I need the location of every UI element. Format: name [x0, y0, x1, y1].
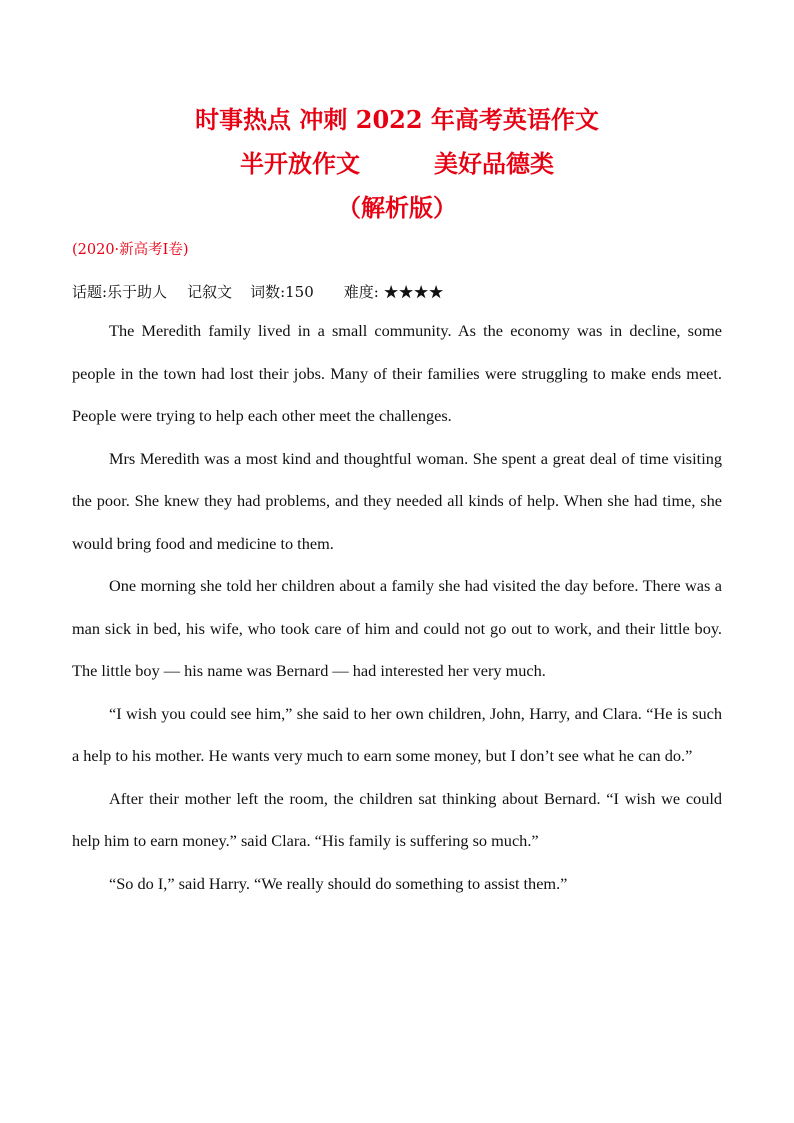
- document-subtitle: [72, 149, 722, 178]
- subtitle-right: 美好品德类: [434, 149, 554, 178]
- paragraph: The Meredith family lived in a small community. As the economy was in decline, some people in the town had lost their jobs. Many of their families were struggling to make ends meet. People were trying to help each other meet the challenges.: [72, 321, 722, 425]
- paragraph: One morning she told her children about a family she had visited the day before. There was a man sick in bed, his wife, who took care of him and could not go out to work, and their little boy. The little boy — his name was Bernard — had interested her very much.: [72, 576, 722, 680]
- subtitle-left: 半开放作文: [240, 149, 360, 178]
- word-count-label: 词数:150: [250, 283, 314, 301]
- genre-label: 记叙文: [187, 283, 233, 301]
- paragraph: “So do I,” said Harry. “We really should do something to assist them.”: [109, 873, 568, 893]
- document-page: [72, 105, 722, 905]
- source-label: (2020·新高考Ⅰ卷): [72, 242, 189, 258]
- essay-meta: [72, 284, 722, 310]
- paragraph: Mrs Meredith was a most kind and thoughtful woman. She spent a great deal of time visiting the poor. She knew they had problems, and they needed all kinds of help. When she had time, she would bring food and medicine to them.: [72, 448, 722, 553]
- document-title: 时事热点 冲刺 2022 年高考英语作文: [195, 105, 599, 134]
- difficulty-label: 难度: ★★★★: [343, 283, 444, 301]
- topic-label: 话题:乐于助人: [72, 283, 168, 301]
- paragraph: “I wish you could see him,” she said to her own children, John, Harry, and Clara. “He is such a help to his mother. He wants very much to earn some money, but I don’t see what he can do.”: [72, 703, 722, 765]
- document-edition-label: （解析版）: [337, 193, 457, 222]
- paragraph: After their mother left the room, the children sat thinking about Bernard. “I wish we could help him to earn money.” said Clara. “His family is suffering so much.”: [72, 788, 722, 850]
